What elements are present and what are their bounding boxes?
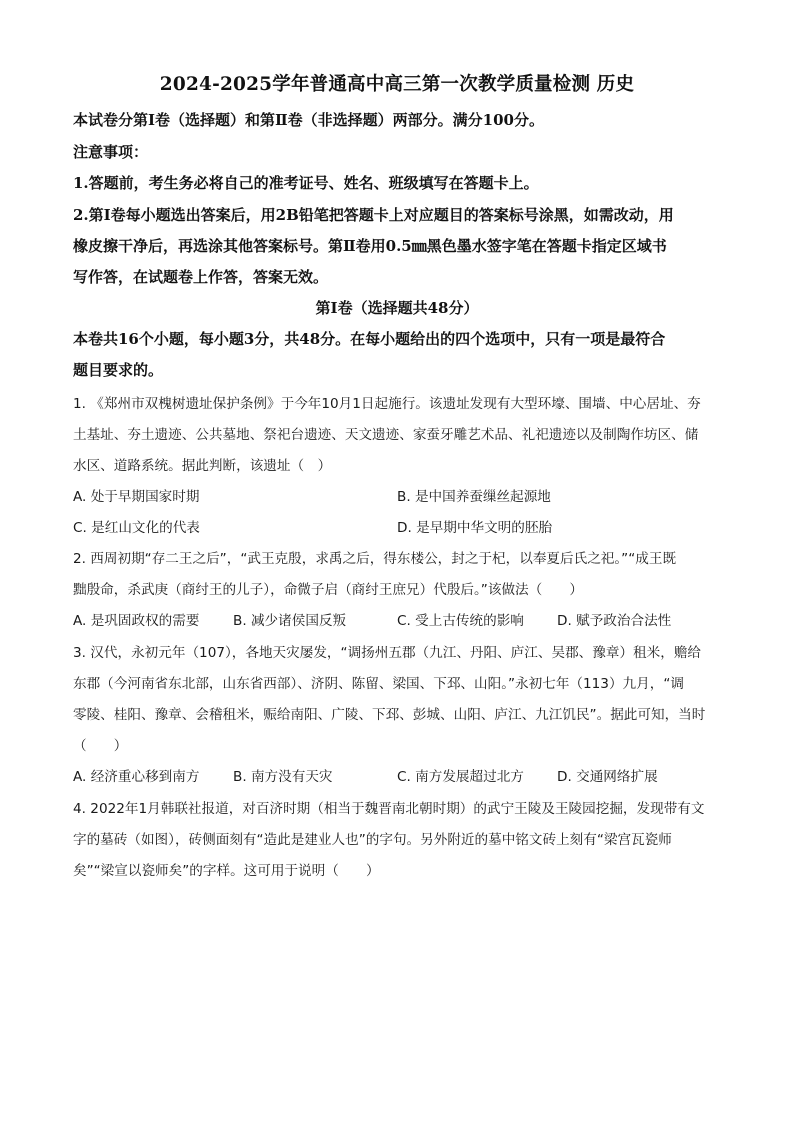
question-1-option-b[interactable]: B. 是中国养蚕缫丝起源地 [397, 489, 551, 505]
notice-item-1: 1.答题前，考生务必将自己的准考证号、姓名、班级填写在答题卡上。 [73, 174, 539, 192]
question-3-stem-line: 3. 汉代，永初元年（107），各地天灾屡发，“调扬州五郡（九江、丹阳、庐江、吴郡、豫章）租米，赡给 [73, 645, 702, 661]
question-3-stem-line: 东郡（今河南省东北部，山东省西部）、济阴、陈留、梁国、下邳、山阳。”永初七年（113）九月，“调 [73, 676, 684, 692]
question-3-option-c[interactable]: C. 南方发展超过北方 [397, 769, 524, 785]
question-2-stem-line: 黜殷命，杀武庚（商纣王的儿子），命微子启（商纣王庶兄）代殷后。”该做法（ ） [73, 582, 584, 598]
question-3-option-a[interactable]: A. 经济重心移到南方 [73, 769, 200, 785]
question-1-stem-line: 水区、道路系统。据此判断，该遗址（ ） [73, 458, 332, 474]
question-1-stem-line: 土基址、夯土遗迹、公共墓地、祭祀台遗迹、天文遗迹、家蚕牙雕艺术品、礼祀遗迹以及制陶作坊区、储 [73, 427, 699, 443]
notice-item-2-line: 写作答，在试题卷上作答，答案无效。 [73, 268, 329, 286]
question-3-stem-line: （ ） [73, 738, 128, 754]
notice-item-2-line: 橡皮擦干净后，再选涂其他答案标号。第Ⅱ卷用0.5㎜黑色墨水签字笔在答题卡指定区域书 [73, 237, 667, 255]
notice-heading: 注意事项： [73, 143, 149, 161]
question-1-option-c[interactable]: C. 是红山文化的代表 [73, 520, 200, 536]
section-heading: 第Ⅰ卷（选择题共48分） [315, 299, 479, 317]
question-2-option-a[interactable]: A. 是巩固政权的需要 [73, 613, 200, 629]
notice-item-2-line: 2.第Ⅰ卷每小题选出答案后，用2B铅笔把答题卡上对应题目的答案标号涂黑，如需改动，用 [73, 206, 674, 224]
page-title: 2024-2025学年普通高中高三第一次教学质量检测 历史 [159, 74, 635, 95]
question-3-option-b[interactable]: B. 南方没有天灾 [233, 769, 333, 785]
question-2-stem-line: 2. 西周初期“存二王之后”，“武王克殷，求禹之后，得东楼公，封之于杞，以奉夏后氏之祀。”“成王既 [73, 551, 677, 567]
question-2-option-c[interactable]: C. 受上古传统的影响 [397, 613, 524, 629]
question-1-stem-line: 1. 《郑州市双槐树遗址保护条例》于今年10月1日起施行。该遗址发现有大型环壕、围墙、中心居址、夯 [73, 396, 701, 412]
section-instruction-line: 题目要求的。 [73, 361, 164, 379]
question-1-option-d[interactable]: D. 是早期中华文明的胚胎 [397, 520, 553, 536]
question-3-option-d[interactable]: D. 交通网络扩展 [557, 769, 658, 785]
exam-intro: 本试卷分第Ⅰ卷（选择题）和第Ⅱ卷（非选择题）两部分。满分100分。 [73, 111, 544, 129]
question-1-option-a[interactable]: A. 处于早期国家时期 [73, 489, 200, 505]
question-4-stem-line: 4. 2022年1月韩联社报道，对百济时期（相当于魏晋南北朝时期）的武宁王陵及王陵园挖掘，发现带有文 [73, 801, 705, 817]
section-instruction-line: 本卷共16个小题，每小题3分，共48分。在每小题给出的四个选项中，只有一项是最符合 [73, 330, 666, 348]
question-3-stem-line: 零陵、桂阳、豫章、会稽租米，赈给南阳、广陵、下邳、彭城、山阳、庐江、九江饥民”。据此可知，当时 [73, 707, 706, 723]
question-2-option-d[interactable]: D. 赋予政治合法性 [557, 613, 672, 629]
question-4-stem-line: 矣”“梁宣以瓷师矣”的字样。这可用于说明（ ） [73, 863, 380, 879]
question-2-option-b[interactable]: B. 减少诸侯国反叛 [233, 613, 347, 629]
question-4-stem-line: 字的墓砖（如图），砖侧面刻有“造此是建业人也”的字句。另外附近的墓中铭文砖上刻有“梁宫瓦瓷师 [73, 832, 672, 848]
